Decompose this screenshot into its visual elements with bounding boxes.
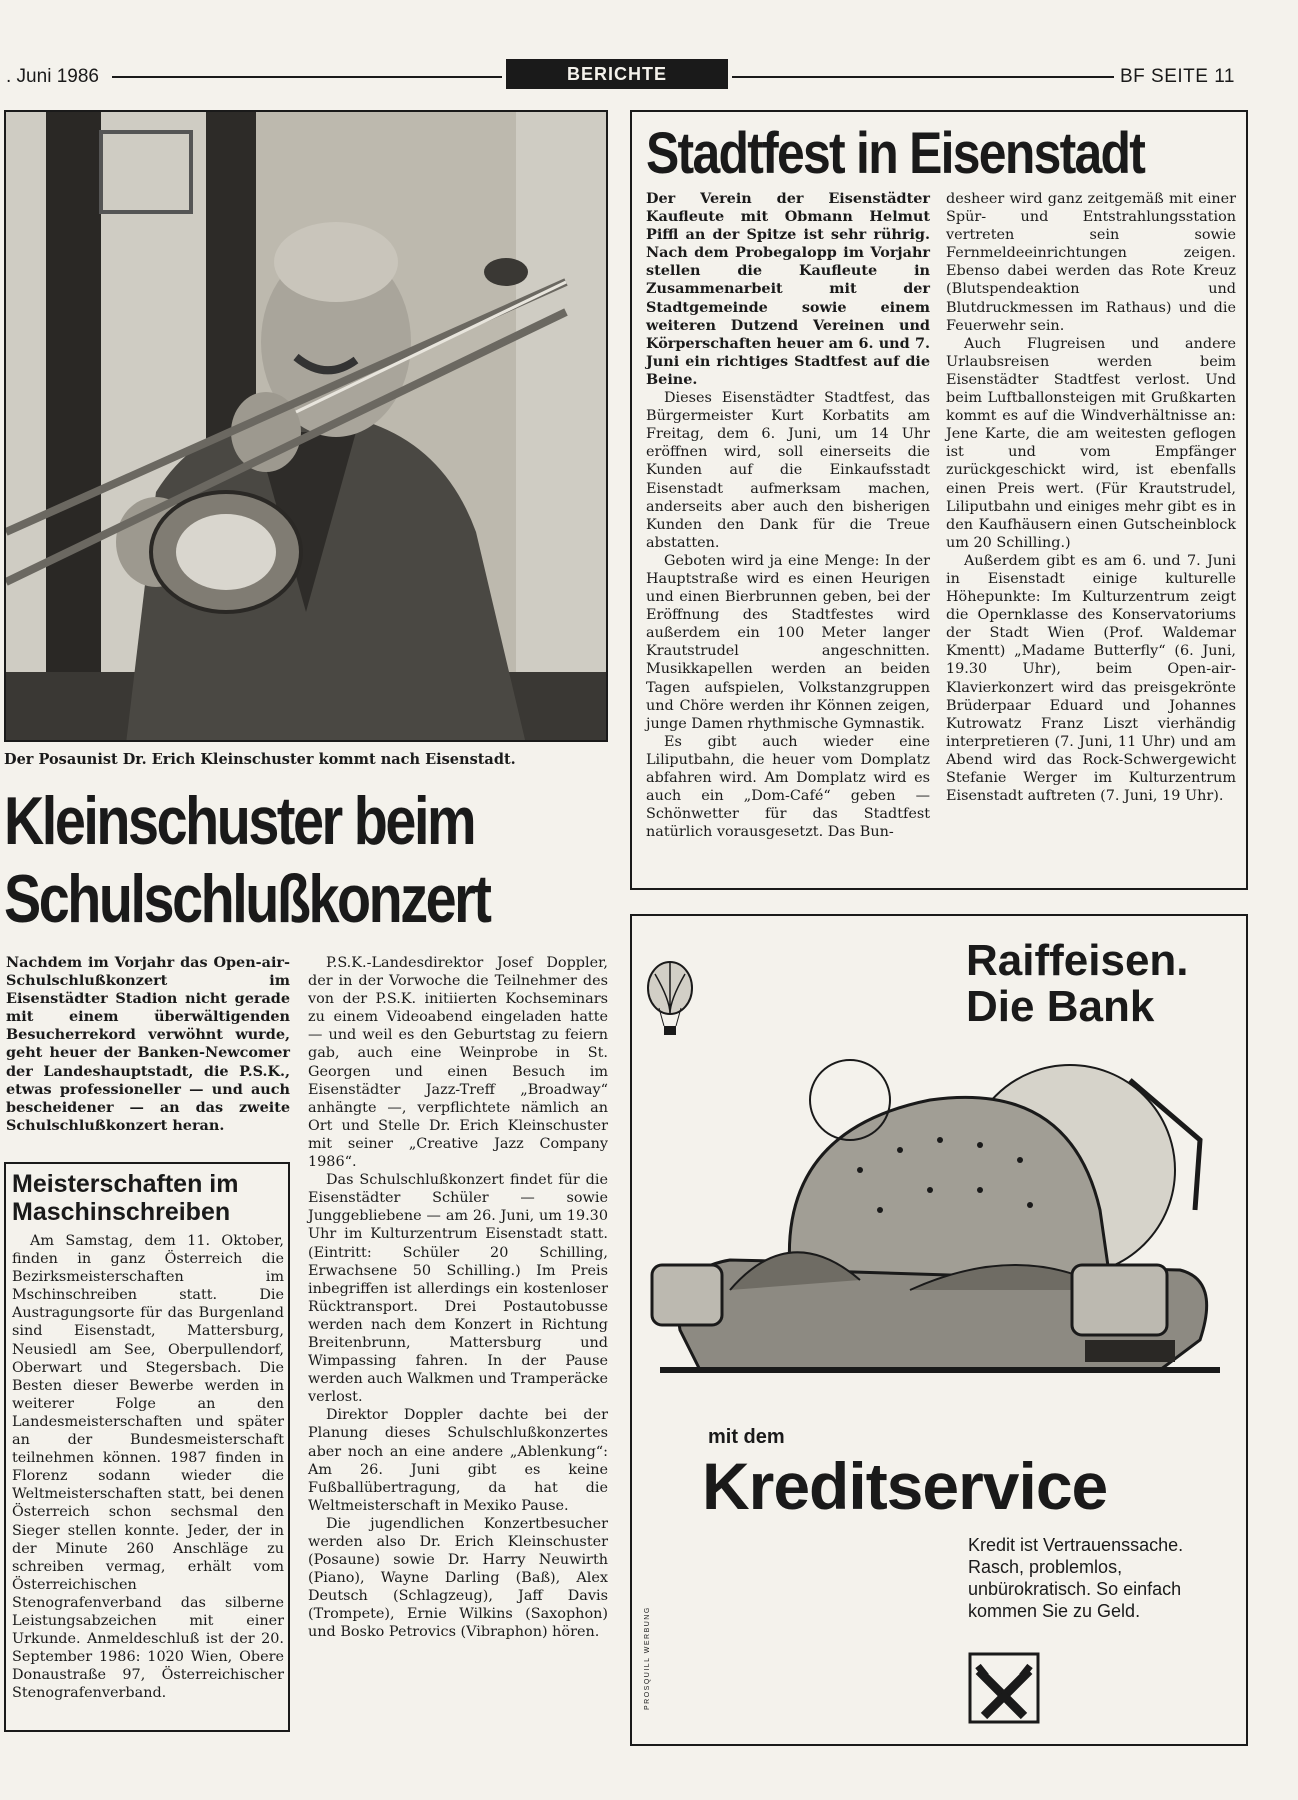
raiffeisen-logo-icon [968, 1652, 1040, 1724]
ad-brand-line-1: Raiffeisen. [966, 936, 1189, 985]
header-rule-left [112, 76, 502, 78]
stadtfest-paragraph: Es gibt auch wieder eine Liliputbahn, die heuer vom Domplatz abfahren wird. Am Domplatz wird es auch ein „Dom-Café“ geben — Schönwetter für das Stadtfest natürlich vorausgesetzt. Das Bun- [646, 733, 930, 841]
stadtfest-paragraph: Auch Flugreisen und andere Urlaubsreisen werden beim Eisenstädter Stadtfest verlost. Und beim Luftballonsteigen mit Grußkarten kommt es auf die Windverhältnisse an: Jene Karte, die am weitesten geflogen ist und vom Empfänger zurückgeschickt wird, ist ebenfalls einen Preis wert. (Für Krautstrudel, Liliputbahn und einiges mehr gibt es in den Kaufhäusern einen Gutscheinblock um 20 Schilling.) [946, 335, 1236, 551]
meisterschaften-title: Meisterschaften im Maschinschreiben [12, 1170, 239, 1226]
stadtfest-paragraph: Außerdem gibt es am 6. und 7. Juni in Eisenstadt einige kulturelle Höhepunkte: Im Kulturzentrum zeigt die Opernklasse des Konservatoriums der Stadt Wien (Prof. Waldemar Kmentt) „Madame Butterfly“ (6. Juni, 19.30 Uhr), beim Open-air-Klavierkonzert wird das preisgekrönte Brüderpaar Eduard und Johannes Kutrowatz Franz Liszt vierhändig interpretieren (7. Juni, 11 Uhr) und am Abend wird das Rock-Schwergewicht Stefanie Werger im Kulturzentrum Eisenstadt auftreten (7. Juni, 19 Uhr). [946, 552, 1236, 805]
ad-mit-dem: mit dem [708, 1426, 785, 1448]
issue-date: . Juni 1986 [6, 66, 99, 87]
stadtfest-paragraph: desheer wird ganz zeitgemäß mit einer Spür- und Entstrahlungsstation vertreten sein sowie Fernmeldeeinrichtungen zeigen. Ebenso dabei werden das Rote Kreuz (Blutspendeaktion und Blutdruckmessen im Rathaus) und die Feuerwehr sein. [946, 191, 1236, 334]
kleinschuster-paragraph: Direktor Doppler dachte bei der Planung dieses Schulschlußkonzertes aber noch an eine andere „Ablenkung“: Am 26. Juni gibt es keine Fußballübertragung, da hat die Weltmeisterschaft in Mexiko Pause. [308, 1407, 608, 1514]
kleinschuster-headline [4, 782, 496, 938]
photo-caption: Der Posaunist Dr. Erich Kleinschuster kommt nach Eisenstadt. [4, 751, 516, 768]
sofa-car-illustration [640, 1040, 1240, 1430]
section-label: BERICHTE [506, 59, 728, 89]
kleinschuster-lead: Nachdem im Vorjahr das Open-air-Schulschlußkonzert im Eisenstädter Stadion nicht gerade mit einem überwältigenden Besucherrekord verwöhnt wurde, geht heuer der Banken-Newcomer der Landeshauptstadt, die P.S.K., etwas professioneller — und auch bescheidener — an das zweite Schulschlußkonzert heran. [6, 954, 290, 1134]
balloon-icon [645, 960, 695, 1040]
ad-body-text: Kredit ist Vertrauenssache. Rasch, problemlos, unbürokratisch. So einfach kommen Sie zu Geld. [968, 1535, 1184, 1621]
stadtfest-lead: Der Verein der Eisenstädter Kaufleute mit Obmann Helmut Piffl an der Spitze ist sehr rührig. Nach dem Probegalopp im Vorjahr stellen die Kaufleute in Zusammenarbeit mit der Stadtgemeinde sowie einem weiteren Dutzend Vereinen und Körperschaften heuer am 6. und 7. Juni ein richtiges Stadtfest auf die Beine. [646, 190, 930, 388]
page-number: BF SEITE 11 [1120, 66, 1235, 87]
header-rule-right [732, 76, 1114, 78]
trombonist-photo [4, 110, 608, 742]
kleinschuster-paragraph: P.S.K.-Landesdirektor Josef Doppler, der in der Vorwoche die Teilnehmer des von der P.S.K. initiierten Kochseminars zu einem Videoabend eingeladen hatte — und weil es den Geburtstag zu feiern gab, auch eine Weinprobe in St. Georgen und einen Besuch im Eisenstädter Jazz-Treff „Broadway“ anhängte —, verpflichtete nämlich an Ort und Stelle Dr. Erich Kleinschuster mit seiner „Creative Jazz Company 1986“. [308, 955, 608, 1171]
kleinschuster-paragraph: Die jugendlichen Konzertbesucher werden also Dr. Erich Kleinschuster (Posaune) sowie Dr. Harry Neuwirth (Piano), Wayne Darling (Baß), Alex Deutsch (Schlagzeug), Jaff Davis (Trompete), Ernie Wilkins (Saxophon) und Bosko Petrovics (Vibraphon) hören. [308, 1515, 608, 1641]
trombonist-illustration [6, 112, 608, 742]
ad-brand-line-2: Die Bank [966, 982, 1155, 1031]
headline-line-2: Schulschlußkonzert [4, 861, 490, 937]
ad-agency-credit: PROSQUILL WERBUNG [644, 1606, 651, 1710]
kleinschuster-body [308, 954, 608, 1642]
stadtfest-paragraph: Geboten wird ja eine Menge: In der Hauptstraße wird es einen Heurigen und einen Bierbrunnen geben, bei der Eröffnung des Stadtfestes wird außerdem ein 100 Meter langer Krautstrudel angeschnitten. Musikkapellen werden an beiden Tagen aufspielen, Volkstanzgruppen und Chöre werden ihr Können zeigen, junge Damen rhythmische Gymnastik. [646, 552, 930, 732]
stadtfest-col-2 [946, 190, 1236, 805]
stadtfest-paragraph: Dieses Eisenstädter Stadtfest, das Bürgermeister Kurt Korbatits am Freitag, dem 6. Juni, um 14 Uhr eröffnen wird, soll einerseits die Kunden auf die Einkaufsstadt Eisenstadt aufmerksam machen, anderseits aber auch den bisherigen Kunden den Dank für die Treue abstatten. [646, 390, 930, 551]
stadtfest-col-1 [646, 190, 930, 841]
headline-line-1: Kleinschuster beim [4, 783, 475, 859]
stadtfest-title: Stadtfest in Eisenstadt [646, 121, 1145, 186]
kleinschuster-paragraph: Das Schulschlußkonzert findet für die Eisenstädter Schüler — sowie Junggebliebene — am 26. Juni, um 19.30 Uhr im Kulturzentrum Eisenstadt statt. (Eintritt: Schüler 20 Schilling, Erwachsene 50 Schilling.) Im Preis inbegriffen ist allerdings ein kostenloser Rücktransport. Drei Postautobusse werden nach dem Konzert in Richtung Breitenbrunn, Mattersburg und Wimpassing fahren. In der Pause werden auch Walkmen und Tramperäcke verlost. [308, 1172, 608, 1406]
ad-product-name: Kreditservice [702, 1449, 1108, 1523]
meisterschaften-text: Am Samstag, dem 11. Oktober, finden in ganz Österreich die Bezirksmeisterschaften im Mschinschreiben statt. Die Austragungsorte für das Burgenland sind Eisenstadt, Mattersburg, Neusiedl am See, Oberpullendorf, Oberwart und Stegersbach. Die Besten dieser Bewerbe werden in weiterer Folge an den Landesmeisterschaften und später an der Bundesmeisterschaft teilnehmen können. 1987 finden in Florenz sodann wieder die Weltmeisterschaften statt, bei denen Österreich schon sechsmal den Sieger stellen konnte. Jeder, der in der Minute 260 Anschläge zu schreiben vermag, erhält vom Österreichischen Stenografenverband das silberne Leistungsabzeichen mit einer Urkunde. Anmeldeschluß ist der 20. September 1986: 1020 Wien, Obere Donaustraße 97, Österreichischer Stenografenverband. [12, 1233, 284, 1702]
